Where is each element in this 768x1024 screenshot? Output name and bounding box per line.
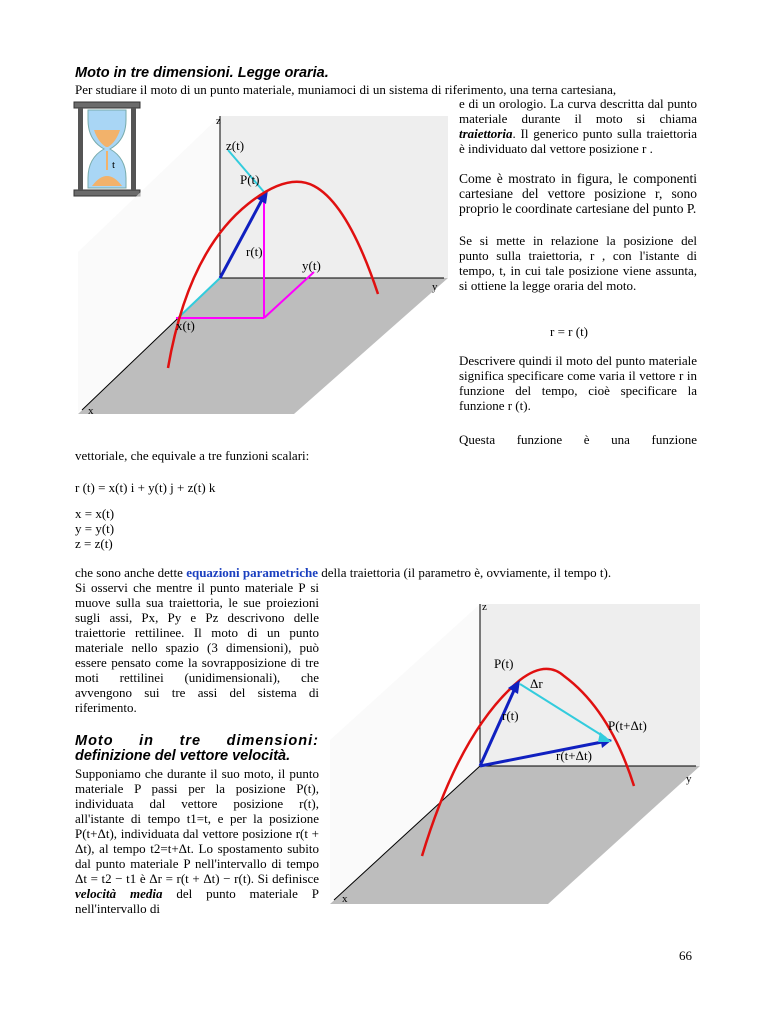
projection-paragraph: Si osservi che mentre il punto materiale P si muove sulla sua traiettoria, le sue proiezioni sugli assi, Px, Py e Pz descrivono delle traiettorie rettilinee. Il moto di un punto materiale nello spazio (3 dimensioni), può essere pensato come la sovrapposizione di tre moti rettilinei (unidimensionali), che avvengono sui tre assi del sistema di riferimento. [75, 580, 319, 715]
traiettoria-term: traiettoria [459, 126, 513, 141]
right-p1-b: . Il generico punto sulla traiettoria è individuato dal vettore posizione r . [459, 126, 697, 156]
page-number: 66 [679, 948, 692, 963]
right-paragraph-3: Se si mette in relazione la posizione del punto sulla traiettoria, r , con l'istante di tempo, t, in cui tale posizione viene assunta, si ottiene la legge oraria del moto. [459, 233, 697, 293]
section-title: Moto in tre dimensioni. Legge oraria. [75, 65, 329, 81]
fig1-label-zt: z(t) [226, 138, 245, 153]
fig2-label-Ptdt: P(t+Δt) [608, 718, 647, 733]
velocity-p-a: Supponiamo che durante il suo moto, il punto materiale P passi per la posizione P(t), individuata dal vettore posizione r(t), all'istante di tempo t1=t, e per la posizione P(t+Δt), individuata dal vettore posizione r(t + Δt), al tempo t2=t+Δt. Lo spostamento subito dal punto materiale P nell'intervallo di tempo Δt = t2 − t1 è Δr = r(t + Δt) − r(t). Si definisce [75, 766, 319, 886]
right-paragraph-4: Descrivere quindi il moto del punto materiale significa specificare come varia il vettore r in funzione del tempo, cioè specificare la funzione r (t). [459, 353, 697, 413]
hourglass-t-label: t [112, 159, 116, 171]
fig2-axis-z: z [482, 601, 487, 613]
parametric-text [75, 565, 611, 580]
intro-text: Per studiare il moto di un punto materiale, muniamoci di un sistema di riferimento, una terna cartesiana, [75, 82, 617, 97]
fig1-label-Pt: P(t) [240, 172, 260, 187]
fig1-axis-y: y [432, 281, 438, 293]
fig2-label-dr: Δr [530, 676, 543, 691]
fig2-axis-x: x [342, 893, 348, 905]
parametric-term: equazioni parametriche [186, 565, 318, 580]
equation-vector: r (t) = x(t) i + y(t) j + z(t) k [75, 480, 216, 495]
right-paragraph-2: Come è mostrato in figura, le componenti cartesiane del vettore posizione r, sono proprio le coordinate cartesiane del punto P. [459, 171, 697, 216]
velocita-media-term: velocità media [75, 886, 163, 901]
fig1-axis-x: x [88, 405, 94, 417]
equation-y: y = y(t) [75, 521, 115, 536]
section2-title-a: Moto in tre dimensioni: [75, 733, 319, 749]
velocity-p-b: del punto materiale P nell'intervallo di [75, 886, 319, 916]
equation-z: z = z(t) [75, 536, 113, 551]
right-paragraph-5: Questa funzione è una funzione [459, 432, 697, 447]
fig2-axis-y: y [686, 773, 692, 785]
fig2-label-rtdt: r(t+Δt) [556, 748, 592, 763]
equation-x: x = x(t) [75, 506, 115, 521]
right-paragraph-1 [459, 96, 697, 156]
fig1-label-rt: r(t) [246, 244, 263, 259]
velocity-paragraph [75, 766, 319, 916]
fig1-axis-z: z [216, 115, 221, 127]
figure-trajectory [78, 112, 450, 418]
vettoriale-text: vettoriale, che equivale a tre funzioni scalari: [75, 448, 310, 463]
fig2-label-rt: r(t) [502, 708, 519, 723]
param-a: che sono anche dette [75, 565, 187, 580]
fig1-label-xt: x(t) [176, 318, 195, 333]
right-p1-a: e di un orologio. La curva descritta dal punto materiale durante il moto si chiama [459, 96, 697, 126]
fig2-label-Pt: P(t) [494, 656, 514, 671]
fig1-label-yt: y(t) [302, 258, 321, 273]
equation-law: r = r (t) [550, 324, 589, 339]
param-c: della traiettoria (il parametro è, ovviamente, il tempo t). [317, 565, 612, 580]
figure-velocity [330, 600, 702, 908]
section2-title-b: definizione del vettore velocità. [75, 748, 291, 764]
